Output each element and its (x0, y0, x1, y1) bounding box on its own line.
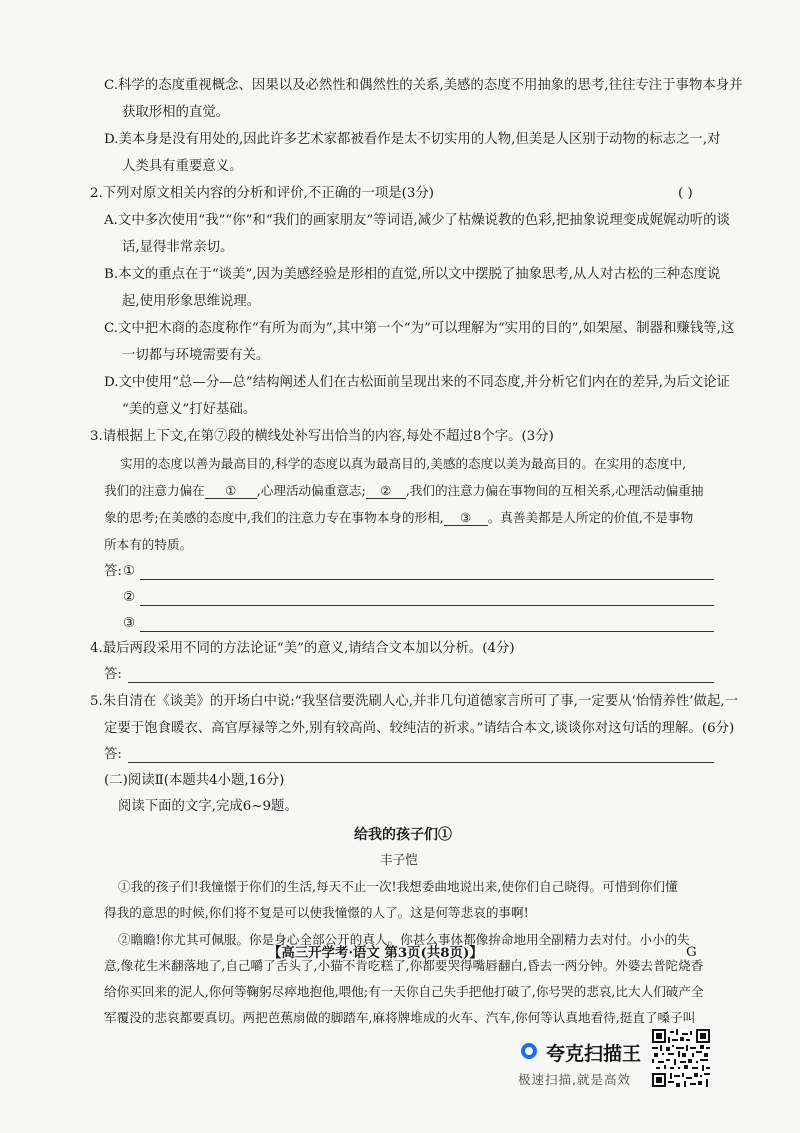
paragraph-2-line1: ②瞻瞻!你尤其可佩服。你是身心全部公开的真人。你甚么事体都像拚命地用全副精力去对付。小小的失 (118, 932, 690, 947)
q2-option-c-line1: C.文中把木商的态度称作“有所为而为”,其中第一个“为”可以理解为“实用的目的”,如架屋、制器和赚钱等,这 (104, 321, 735, 336)
paper-code: G (686, 945, 697, 960)
answer-line-1[interactable] (140, 579, 714, 580)
q3-text: 我们的注意力偏在 (104, 483, 205, 498)
passage-author: 丰子恺 (380, 852, 418, 867)
answer-label: 答: (104, 564, 122, 579)
blank-2[interactable]: ② (366, 484, 406, 499)
blank-3[interactable]: ③ (444, 511, 488, 526)
passage-title: 给我的孩子们① (354, 827, 452, 843)
question-3: 3.请根据上下文,在第⑦段的横线处补写出恰当的内容,每处不超过8个字。(3分) (90, 429, 554, 444)
answer-label: 答: (104, 667, 122, 682)
page-footer: 【高三开学考·语文 第3页(共8页)】 (268, 945, 483, 961)
option-c-line1: C.科学的态度重视概念、因果以及必然性和偶然性的关系,美感的态度不用抽象的思考,往往专注于事物本身并 (104, 78, 743, 93)
q2-option-a-line1: A.文中多次使用“我”“你”和“我们的画家朋友”等词语,减少了枯燥说教的色彩,把抽象说理变成娓娓动听的谈 (104, 213, 730, 228)
answer-line-q5[interactable] (128, 762, 714, 763)
question-5-line2: 定要于饱食暖衣、高官厚禄等之外,别有较高尚、较纯洁的祈求。”请结合本文,谈谈你对这句话的理解。(6分) (104, 721, 735, 736)
q3-passage-line4: 所本有的特质。 (104, 537, 193, 552)
q3-passage-line1: 实用的态度以善为最高目的,科学的态度以真为最高目的,美感的态度以美为最高目的。在实用的态度中, (120, 456, 687, 471)
answer-paren[interactable]: ( ) (678, 186, 693, 201)
question-2: 2.下列对原文相关内容的分析和评价,不正确的一项是(3分) (90, 186, 434, 201)
answer-number-3: ③ (123, 616, 136, 631)
paragraph-1-line2: 得我的意思的时候,你们将不复是可以使我憧憬的人了。这是何等悲哀的事啊! (104, 905, 529, 920)
q3-text: 。真善美都是人所定的价值,不是事物 (487, 510, 694, 525)
question-5-line1: 5.朱自清在《谈美》的开场白中说:“我坚信要洗刷人心,并非几句道德家言所可了事,一定要从‘怡情养性’做起,一 (90, 694, 738, 709)
quark-logo-icon (521, 1043, 537, 1059)
paragraph-2-line3: 给你买回来的泥人,你何等鞠躬尽瘁地抱他,喂他;有一天你自己失手把他打破了,你号哭的悲哀,比大人们破产全 (104, 984, 704, 999)
q2-option-b-line2: 起,使用形象思维说理。 (122, 294, 261, 309)
qr-code-icon (652, 1029, 710, 1087)
answer-number-1: ① (123, 564, 136, 579)
paragraph-2-line4: 军覆没的悲哀都要真切。两把芭蕉扇做的脚踏车,麻将牌堆成的火车、汽车,你何等认真地看待,挺直了嗓子叫 (104, 1010, 696, 1025)
option-d-line2: 人类具有重要意义。 (122, 159, 243, 174)
q2-option-a-line2: 话,显得非常亲切。 (122, 240, 234, 255)
q3-text: ,我们的注意力偏在事物间的互相关系,心理活动偏重抽 (405, 483, 704, 498)
answer-line-3[interactable] (140, 631, 714, 632)
q3-passage-line2 (104, 482, 703, 500)
paragraph-1-line1: ①我的孩子们!我憧憬于你们的生活,每天不止一次!我想委曲地说出来,使你们自己晓得。可惜到你们懂 (118, 879, 678, 894)
answer-number-2: ② (123, 590, 136, 605)
q2-option-c-line2: 一切都与环境需要有关。 (122, 348, 270, 363)
answer-line-2[interactable] (140, 605, 714, 606)
brand-slogan: 极速扫描,就是高效 (518, 1072, 631, 1087)
answer-line-q4[interactable] (128, 682, 714, 683)
option-d-line1: D.美本身是没有用处的,因此许多艺术家都被看作是太不切实用的人物,但美是人区别于动物的标志之一,对 (104, 132, 721, 147)
option-c-line2: 获取形相的直觉。 (122, 105, 230, 120)
q3-passage-line3 (104, 509, 693, 527)
q3-text: ,心理活动偏重意志; (256, 483, 366, 498)
q3-text: 象的思考;在美感的态度中,我们的注意力专在事物本身的形相, (104, 510, 444, 525)
paragraph-2-line2: 意,像花生米翻落地了,自己嚼了舌头了,小猫不肯吃糕了,你都要哭得嘴唇翻白,昏去一两分钟。外婆去普陀烧香 (104, 958, 704, 973)
q2-option-d-line2: “美的意义”打好基础。 (122, 402, 257, 417)
section-heading: (二)阅读Ⅱ(本题共4小题,16分) (104, 773, 285, 788)
q2-option-b-line1: B.本文的重点在于“谈美”,因为美感经验是形相的直觉,所以文中摆脱了抽象思考,从人对古松的三种态度说 (104, 267, 721, 282)
answer-label: 答: (104, 747, 122, 762)
q2-option-d-line1: D.文中使用“总—分—总”结构阐述人们在古松面前呈现出来的不同态度,并分析它们内在的差异,为后文论证 (104, 375, 730, 390)
question-4: 4.最后两段采用不同的方法论证“美”的意义,请结合文本加以分析。(4分) (90, 641, 515, 656)
brand-name: 夸克扫描王 (546, 1043, 642, 1065)
section-instruction: 阅读下面的文字,完成6~9题。 (118, 799, 298, 814)
blank-1[interactable]: ① (205, 484, 257, 499)
